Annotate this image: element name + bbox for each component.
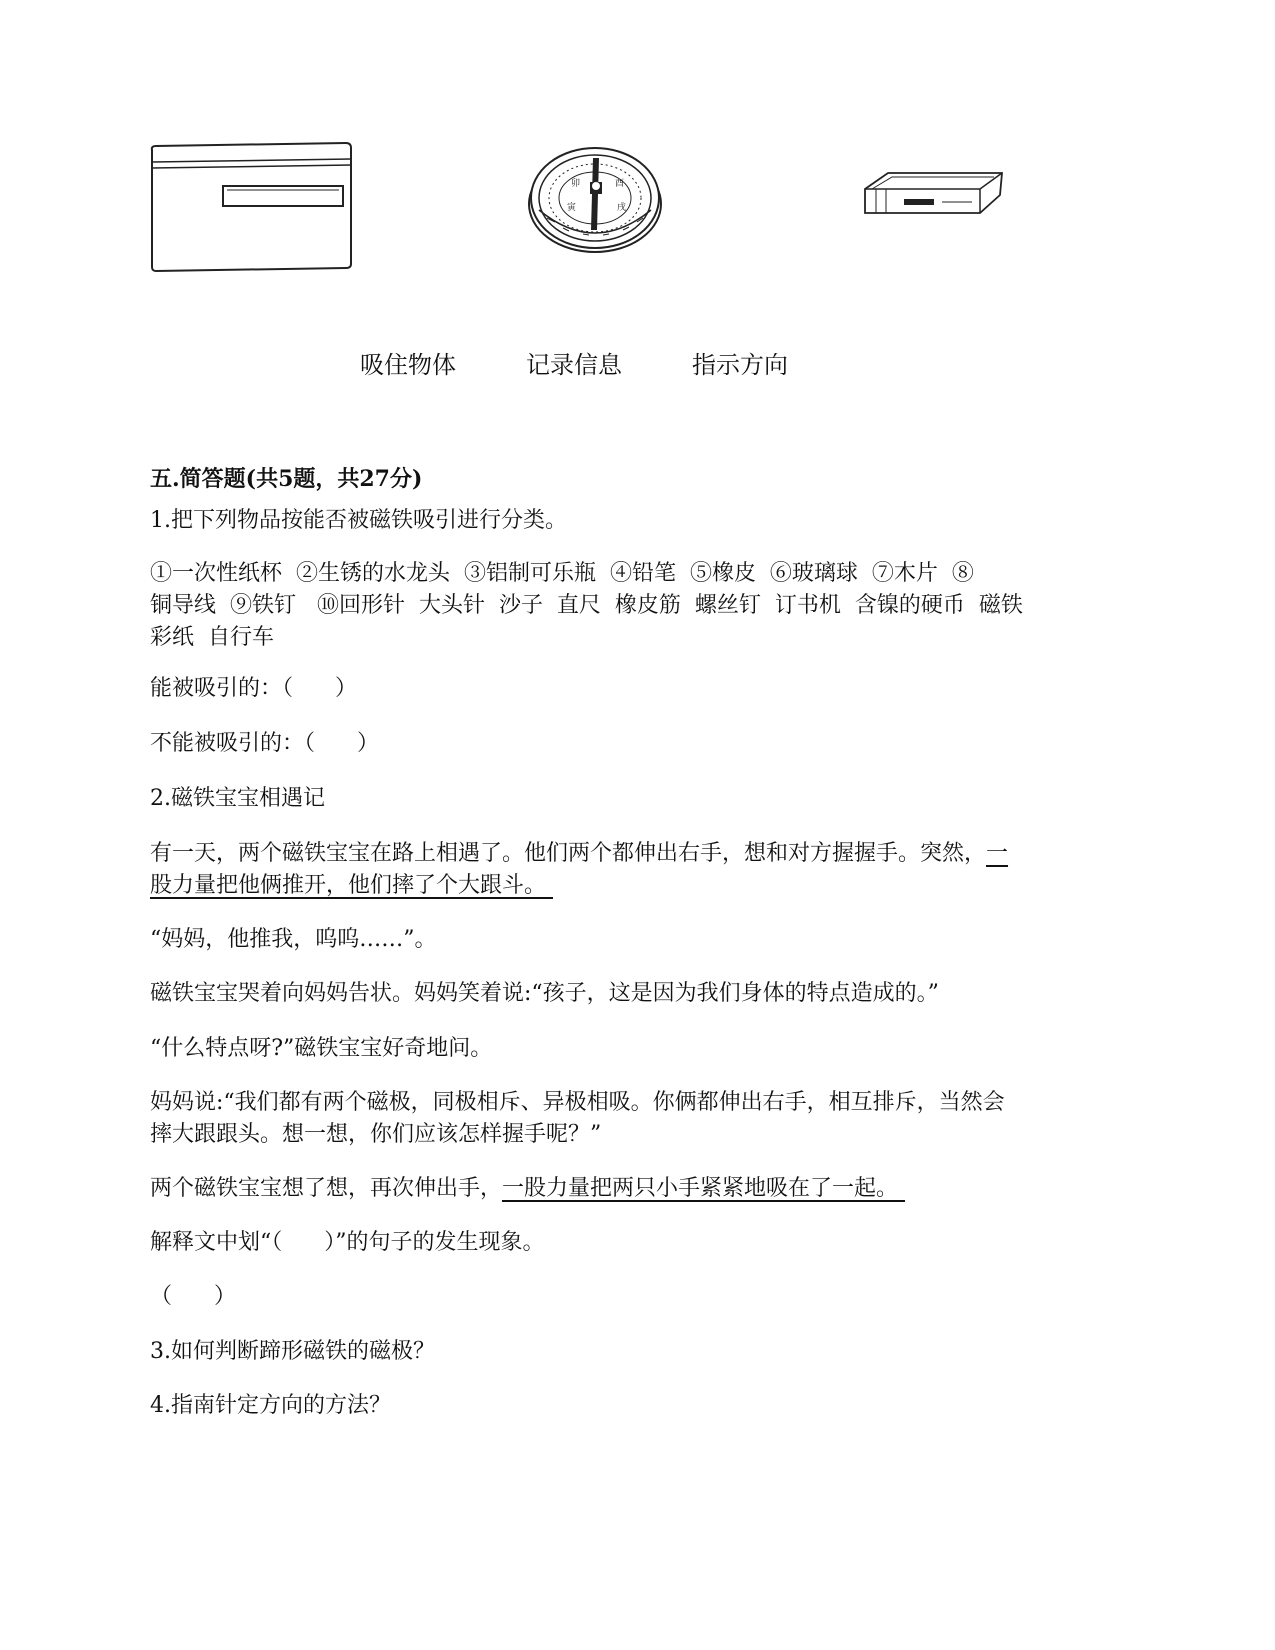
- q2-ask: 解释文中划“（ ）”的句子的发生现象。: [150, 1230, 545, 1255]
- q2-paragraph-4: “什么特点呀?”磁铁宝宝好奇地问。: [150, 1036, 493, 1061]
- svg-text:卯: 卯: [571, 179, 581, 189]
- q2-p5-line1: 妈妈说:“我们都有两个磁极，同极相斥、异极相吸。你俩都伸出右手，相互排斥，当然会: [150, 1090, 1005, 1115]
- q2-answer-blank: （ ）: [150, 1284, 236, 1309]
- q2-paragraph-2: “妈妈，他推我，呜呜……”。: [150, 927, 437, 952]
- q1-prompt: 1.把下列物品按能否被磁铁吸引进行分类。: [150, 508, 567, 533]
- q2-title: 2.磁铁宝宝相遇记: [150, 786, 325, 811]
- q2-paragraph-6: [150, 1173, 1130, 1205]
- q1-attract: 能被吸引的：（ ）: [150, 676, 357, 701]
- svg-text:戌: 戌: [617, 203, 627, 213]
- option-record: 记录信息: [526, 351, 622, 379]
- q2-p1-plain: 有一天，两个磁铁宝宝在路上相遇了。他们两个都伸出右手，想和对方握握手。突然，: [150, 841, 987, 866]
- q2-p1-underline-a: 一: [986, 841, 1009, 866]
- option-row: [0, 353, 1275, 393]
- q1-items-line3: 彩纸 自行车: [150, 625, 274, 650]
- q1-not-attract: 不能被吸引的：（ ）: [150, 731, 379, 756]
- pencil-box-image: [862, 165, 1008, 223]
- q2-p5-line2: 摔大跟跟头。想一想，你们应该怎样握手呢？”: [150, 1122, 602, 1147]
- svg-text:酉: 酉: [615, 179, 625, 189]
- q2-p6-underline: 一股力量把两只小手紧紧地吸在了一起。: [502, 1176, 906, 1201]
- svg-text:寅: 寅: [567, 203, 577, 213]
- q1-items: [150, 558, 1130, 654]
- option-direction: 指示方向: [692, 351, 788, 379]
- q1-items-line1: ①一次性纸杯 ②生锈的水龙头 ③铝制可乐瓶 ④铅笔 ⑤橡皮 ⑥玻璃球 ⑦木片 ⑧: [150, 561, 974, 586]
- section-title: 五.简答题(共5题，共27分): [150, 466, 423, 492]
- q2-p6-plain: 两个磁铁宝宝想了想，再次伸出手，: [150, 1176, 503, 1201]
- card-image: [148, 140, 354, 275]
- q3-prompt: 3.如何判断蹄形磁铁的磁极？: [150, 1339, 435, 1364]
- q2-paragraph-3: 磁铁宝宝哭着向妈妈告状。妈妈笑着说:“孩子，这是因为我们身体的特点造成的。”: [150, 981, 939, 1006]
- option-attract: 吸住物体: [360, 351, 456, 379]
- q2-p1-underline-b: 股力量把他俩推开，他们摔了个大跟斗。: [150, 873, 553, 898]
- q4-prompt: 4.指南针定方向的方法？: [150, 1393, 391, 1418]
- q1-items-line2: 铜导线 ⑨铁钉 ⑩回形针 大头针 沙子 直尺 橡皮筋 螺丝钉 订书机 含镍的硬币 磁铁: [150, 593, 1023, 618]
- q2-paragraph-5: [150, 1087, 1130, 1151]
- compass-image: [527, 138, 665, 256]
- q2-paragraph-1: [150, 838, 1130, 902]
